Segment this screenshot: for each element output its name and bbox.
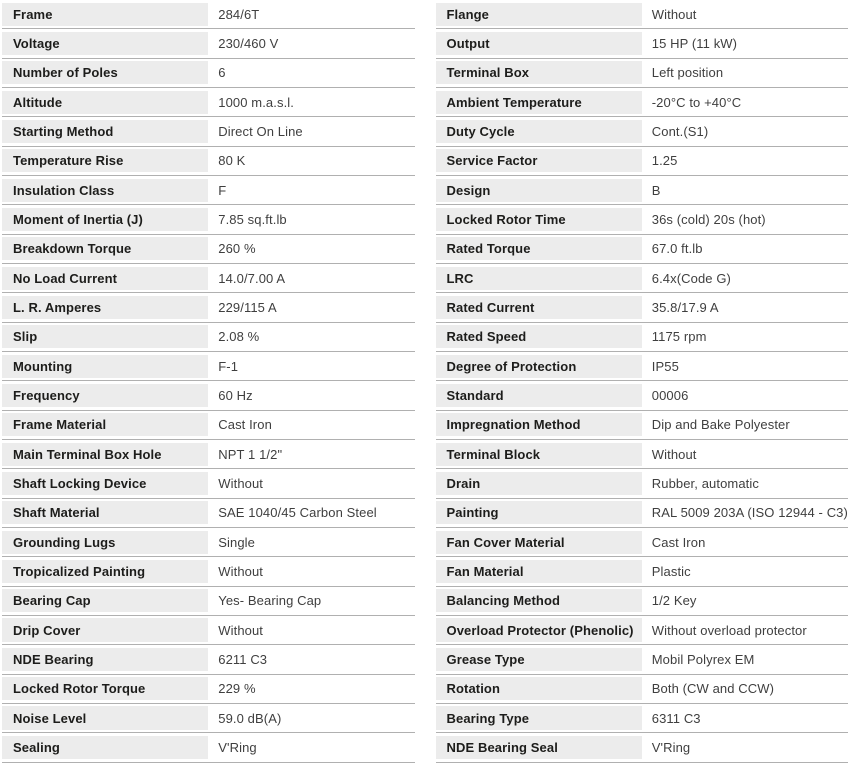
spec-label: Shaft Locking Device: [2, 472, 208, 495]
spec-row: [2, 352, 415, 381]
spec-value: NPT 1 1/2": [208, 443, 414, 466]
spec-value: 1.25: [642, 149, 848, 172]
spec-value: Without: [208, 560, 414, 583]
spec-value: V'Ring: [208, 736, 414, 759]
spec-value: 6: [208, 61, 414, 84]
spec-row: [436, 675, 849, 704]
spec-label: Impregnation Method: [436, 413, 642, 436]
spec-label: Fan Material: [436, 560, 642, 583]
spec-value: 229/115 A: [208, 296, 414, 319]
spec-row: [436, 147, 849, 176]
spec-label: Frequency: [2, 384, 208, 407]
spec-label: Standard: [436, 384, 642, 407]
spec-label: Main Terminal Box Hole: [2, 443, 208, 466]
spec-value: 36s (cold) 20s (hot): [642, 208, 848, 231]
spec-label: Mounting: [2, 355, 208, 378]
spec-value: 2.08 %: [208, 325, 414, 348]
spec-value: 1175 rpm: [642, 325, 848, 348]
spec-row: [2, 616, 415, 645]
spec-row: [2, 147, 415, 176]
spec-row: [436, 176, 849, 205]
spec-row: [2, 205, 415, 234]
spec-row: [436, 235, 849, 264]
spec-row: [436, 59, 849, 88]
spec-row: [436, 293, 849, 322]
spec-value: V'Ring: [642, 736, 848, 759]
spec-value: Both (CW and CCW): [642, 677, 848, 700]
spec-row: [2, 733, 415, 762]
spec-label: Drip Cover: [2, 618, 208, 641]
spec-label: Noise Level: [2, 706, 208, 729]
spec-value: Dip and Bake Polyester: [642, 413, 848, 436]
spec-label: Sealing: [2, 736, 208, 759]
spec-value: 1000 m.a.s.l.: [208, 91, 414, 114]
spec-row: [2, 587, 415, 616]
spec-label: Frame Material: [2, 413, 208, 436]
spec-label: Number of Poles: [2, 61, 208, 84]
spec-row: [2, 176, 415, 205]
spec-label: Rotation: [436, 677, 642, 700]
spec-value: Plastic: [642, 560, 848, 583]
spec-row: [2, 645, 415, 674]
spec-row: [436, 528, 849, 557]
spec-label: Drain: [436, 472, 642, 495]
spec-label: Terminal Box: [436, 61, 642, 84]
spec-value: Rubber, automatic: [642, 472, 848, 495]
spec-value: 35.8/17.9 A: [642, 296, 848, 319]
spec-label: Tropicalized Painting: [2, 560, 208, 583]
spec-label: Flange: [436, 3, 642, 26]
spec-label: Terminal Block: [436, 443, 642, 466]
spec-value: Yes- Bearing Cap: [208, 589, 414, 612]
spec-label: Painting: [436, 501, 642, 524]
spec-label: Duty Cycle: [436, 120, 642, 143]
spec-label: Service Factor: [436, 149, 642, 172]
spec-label: Rated Torque: [436, 237, 642, 260]
spec-row: [2, 528, 415, 557]
spec-label: Design: [436, 179, 642, 202]
spec-value: 230/460 V: [208, 32, 414, 55]
spec-label: NDE Bearing: [2, 648, 208, 671]
spec-row: [436, 381, 849, 410]
spec-row: [436, 88, 849, 117]
spec-label: Grease Type: [436, 648, 642, 671]
spec-label: NDE Bearing Seal: [436, 736, 642, 759]
spec-label: Bearing Cap: [2, 589, 208, 612]
spec-row: [2, 264, 415, 293]
spec-label: Fan Cover Material: [436, 531, 642, 554]
spec-row: [2, 381, 415, 410]
spec-label: Frame: [2, 3, 208, 26]
spec-row: [436, 440, 849, 469]
spec-label: Locked Rotor Time: [436, 208, 642, 231]
spec-value: Cast Iron: [208, 413, 414, 436]
spec-value: 60 Hz: [208, 384, 414, 407]
spec-value: Without: [642, 3, 848, 26]
spec-table-right: [436, 0, 849, 763]
spec-value: F-1: [208, 355, 414, 378]
spec-value: 1/2 Key: [642, 589, 848, 612]
spec-value: 14.0/7.00 A: [208, 267, 414, 290]
spec-row: [436, 616, 849, 645]
spec-row: [2, 59, 415, 88]
spec-row: [436, 704, 849, 733]
spec-row: [2, 675, 415, 704]
spec-label: Overload Protector (Phenolic): [436, 618, 642, 641]
spec-value: 67.0 ft.lb: [642, 237, 848, 260]
spec-label: Degree of Protection: [436, 355, 642, 378]
spec-value: 229 %: [208, 677, 414, 700]
spec-row: [436, 557, 849, 586]
spec-label: Slip: [2, 325, 208, 348]
spec-row: [2, 323, 415, 352]
spec-value: 15 HP (11 kW): [642, 32, 848, 55]
spec-row: [2, 440, 415, 469]
spec-value: 260 %: [208, 237, 414, 260]
spec-row: [436, 469, 849, 498]
spec-row: [2, 411, 415, 440]
spec-value: 80 K: [208, 149, 414, 172]
spec-label: Temperature Rise: [2, 149, 208, 172]
spec-row: [436, 117, 849, 146]
spec-value: 59.0 dB(A): [208, 706, 414, 729]
spec-label: LRC: [436, 267, 642, 290]
spec-row: [2, 235, 415, 264]
spec-value: SAE 1040/45 Carbon Steel: [208, 501, 414, 524]
spec-label: Breakdown Torque: [2, 237, 208, 260]
spec-value: F: [208, 179, 414, 202]
spec-value: B: [642, 179, 848, 202]
spec-label: Insulation Class: [2, 179, 208, 202]
spec-row: [436, 352, 849, 381]
spec-row: [2, 117, 415, 146]
spec-row: [436, 645, 849, 674]
spec-label: Output: [436, 32, 642, 55]
spec-label: Moment of Inertia (J): [2, 208, 208, 231]
spec-value: Left position: [642, 61, 848, 84]
spec-value: 284/6T: [208, 3, 414, 26]
spec-row: [436, 411, 849, 440]
spec-row: [2, 499, 415, 528]
spec-value: Mobil Polyrex EM: [642, 648, 848, 671]
spec-row: [2, 557, 415, 586]
spec-row: [2, 704, 415, 733]
spec-row: [436, 499, 849, 528]
spec-label: Voltage: [2, 32, 208, 55]
spec-row: [436, 264, 849, 293]
spec-row: [436, 0, 849, 29]
spec-row: [2, 88, 415, 117]
spec-label: Shaft Material: [2, 501, 208, 524]
spec-row: [436, 323, 849, 352]
spec-label: Starting Method: [2, 120, 208, 143]
spec-value: IP55: [642, 355, 848, 378]
spec-row: [436, 587, 849, 616]
spec-value: Single: [208, 531, 414, 554]
spec-value: 7.85 sq.ft.lb: [208, 208, 414, 231]
spec-row: [436, 205, 849, 234]
spec-table-left: [2, 0, 415, 763]
spec-value: 00006: [642, 384, 848, 407]
spec-value: Cast Iron: [642, 531, 848, 554]
spec-label: Bearing Type: [436, 706, 642, 729]
spec-row: [2, 29, 415, 58]
spec-label: Grounding Lugs: [2, 531, 208, 554]
spec-value: Without: [208, 618, 414, 641]
spec-value: 6211 C3: [208, 648, 414, 671]
spec-row: [436, 29, 849, 58]
spec-label: Rated Current: [436, 296, 642, 319]
spec-row: [2, 469, 415, 498]
spec-value: Without overload protector: [642, 618, 848, 641]
spec-value: 6.4x(Code G): [642, 267, 848, 290]
spec-label: Locked Rotor Torque: [2, 677, 208, 700]
spec-row: [2, 293, 415, 322]
spec-value: Without: [642, 443, 848, 466]
spec-value: 6311 C3: [642, 706, 848, 729]
spec-label: No Load Current: [2, 267, 208, 290]
spec-label: Rated Speed: [436, 325, 642, 348]
spec-row: [2, 0, 415, 29]
spec-value: Cont.(S1): [642, 120, 848, 143]
spec-value: Without: [208, 472, 414, 495]
spec-label: Altitude: [2, 91, 208, 114]
spec-value: Direct On Line: [208, 120, 414, 143]
spec-label: Balancing Method: [436, 589, 642, 612]
spec-row: [436, 733, 849, 762]
spec-label: L. R. Amperes: [2, 296, 208, 319]
spec-value: RAL 5009 203A (ISO 12944 - C3): [642, 501, 848, 524]
spec-label: Ambient Temperature: [436, 91, 642, 114]
spec-value: -20°C to +40°C: [642, 91, 848, 114]
